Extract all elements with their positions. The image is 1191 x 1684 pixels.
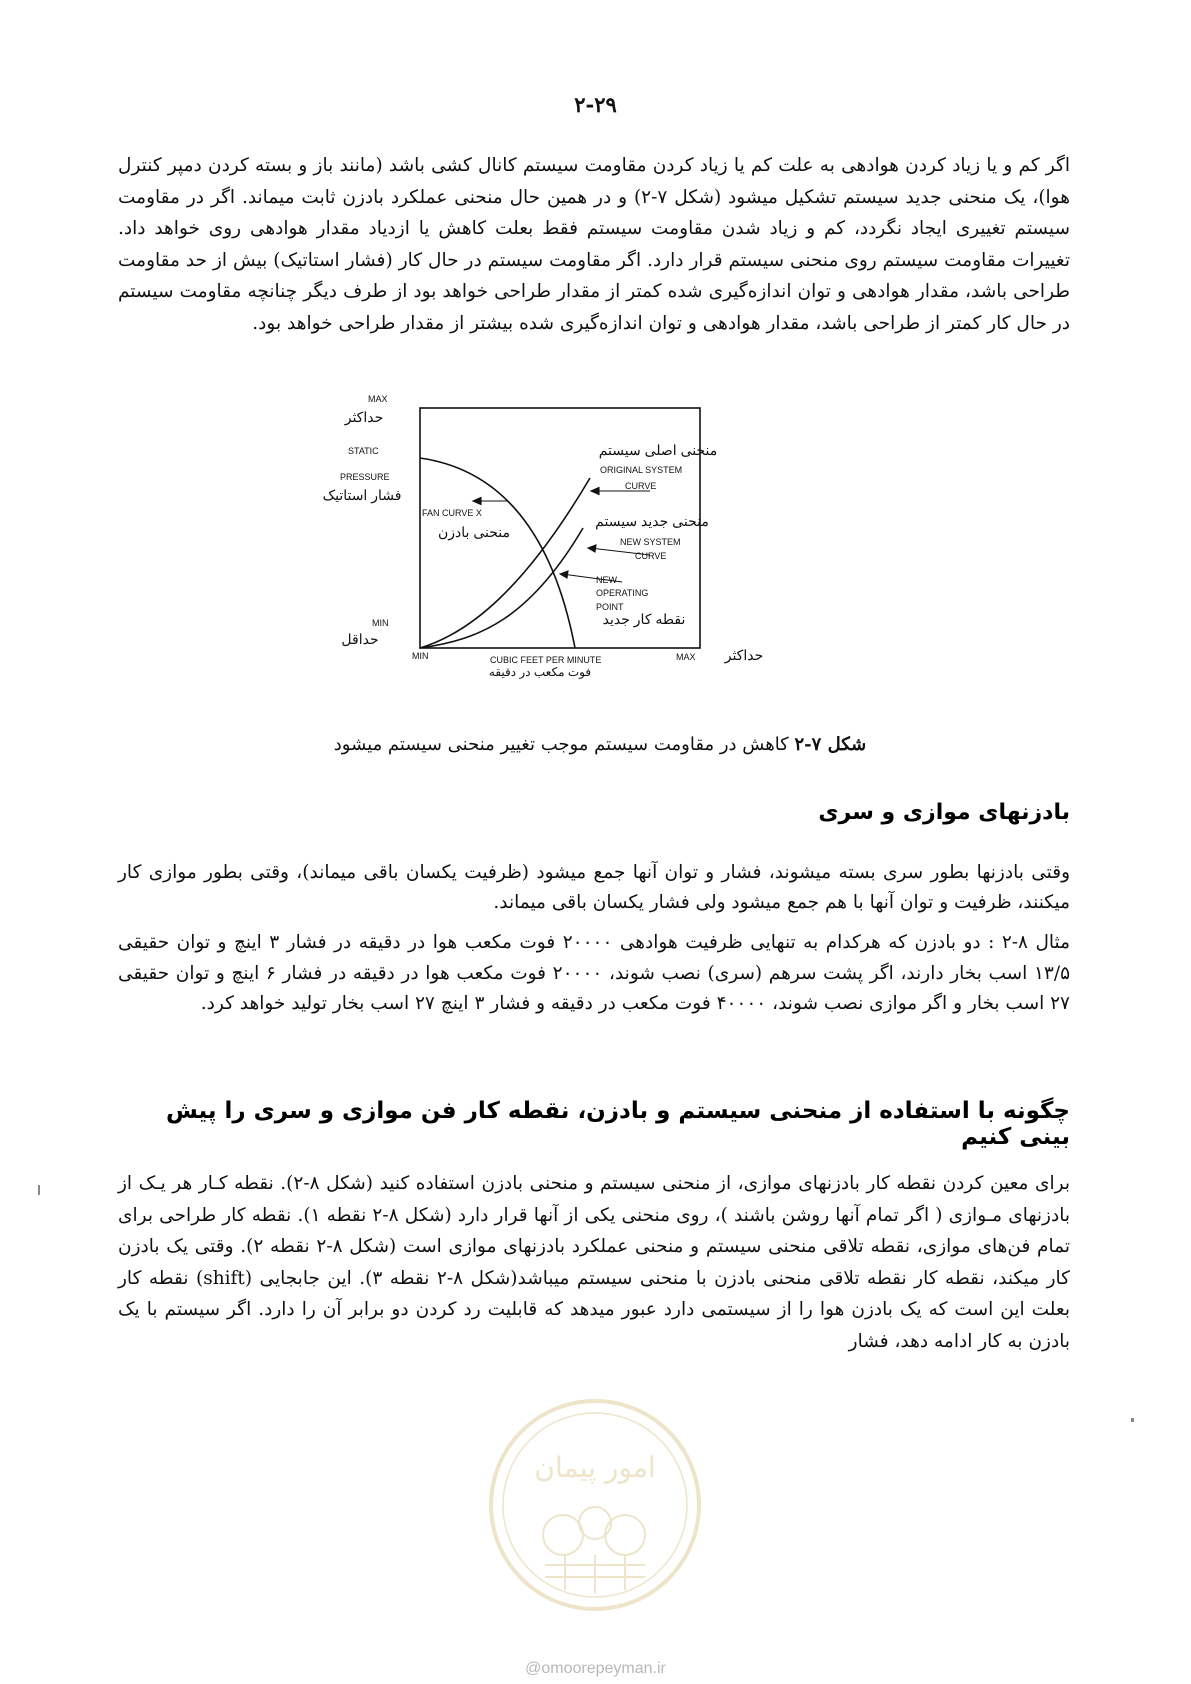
fan-curve-label-en: FAN CURVE X — [422, 508, 482, 518]
y-min-fa: حداقل — [341, 631, 379, 647]
x-max-en: MAX — [676, 652, 696, 662]
operating-point-label-fa: نقطه کار جدید — [602, 611, 686, 627]
new-curve-label-en-2: CURVE — [635, 551, 667, 561]
paragraph-2: وقتی بادزنها بطور سری بسته میشوند، فشار و توان آنها جمع میشود (ظرفیت یکسان باقی میماند)، وقتی بطور موازی کار میکنند، ظرفیت و توان آنها با هم جمع میشود ولی فشار یکسان باقی میماند. — [118, 862, 1070, 913]
figure-7-2-diagram — [300, 394, 820, 730]
operating-point-label-en-3: POINT — [596, 602, 624, 612]
y-max-fa: حداکثر — [344, 409, 384, 425]
page-number: ۲-۲۹ — [574, 92, 617, 117]
caption-label: شکل ۷-۲ — [794, 734, 867, 755]
fan-curve-label-fa: منحنی بادزن — [438, 524, 510, 540]
paragraph-4: برای معین کردن نقطه کار بادزنهای موازی، از منحنی سیستم و منحنی بادزن استفاده کنید (شکل ۸-۲). نقطه کـار هر یـک از بادزنهای مـوازی ( اگر تمام آنها روشن باشند )، روی منحنی یکی از آنها قرار دارد (شکل ۸-۲ نقطه ۱). نقطه کار طراحی برای تمام فن‌های موازی، نقطه تلاقی منحنی سیستم و منحنی عملکرد بادزنهای موازی است (شکل ۸-۲ نقطه ۲). وقتی یک بادزن کار میکند، نقطه کار نقطه تلاقی منحنی بادزن با منحنی سیستم میباشد(شکل ۸-۲ نقطه ۳). این جابجایی (shift) نقطه کار بعلت این است که یک بادزن هوا را از سیستمی دارد عبور میدهد که قابلیت رد کردن دو برابر آن را دارد. اگر سیستم با یک بادزن به کار ادامه دهد، فشار — [118, 1173, 1070, 1352]
site-watermark: @omoorepeyman.ir — [525, 1660, 666, 1677]
original-system-curve-line — [420, 478, 590, 648]
x-max-fa: حداکثر — [724, 647, 764, 663]
operating-point-label-en-2: OPERATING — [596, 588, 649, 598]
y-label-fa: فشار استاتیک — [322, 487, 402, 503]
operating-point-label-en-1: NEW — [596, 575, 617, 585]
scan-speck — [38, 1185, 40, 1195]
scan-speck — [1131, 1418, 1134, 1422]
watermark-text: امور پیمان — [534, 1451, 656, 1484]
x-min-en: MIN — [412, 651, 429, 661]
caption-text: کاهش در مقاومت سیستم موجب تغییر منحنی سیستم میشود — [333, 734, 789, 755]
new-curve-label-en-1: NEW SYSTEM — [620, 537, 681, 547]
original-curve-label-fa: منحنی اصلی سیستم — [598, 442, 718, 458]
example-8-2: مثال ۸-۲ : دو بادزن که هرکدام به تنهایی ظرفیت هوادهی ۲۰۰۰۰ فوت مکعب هوا در دقیقه در فشار ۳ اینچ و توان حقیقی ۱۳/۵ اسب بخار دارند، اگر پشت سرهم (سری) نصب شوند، ۲۰۰۰۰ فوت مکعب هوا در دقیقه در فشار ۶ اینچ و توان حقیقی ۲۷ اسب بخار و اگر موازی نصب شوند، ۴۰۰۰۰ فوت مکعب در دقیقه و فشار ۳ اینچ ۲۷ اسب بخار تولید خواهد کرد. — [118, 932, 1071, 1014]
heading-operating-point-prediction: چگونه با استفاده از منحنی سیستم و بادزن، نقطه کار فن موازی و سری را پیش بینی کنیم — [166, 1098, 1070, 1150]
watermark-seal-logo — [485, 1395, 705, 1615]
original-curve-label-en-2: CURVE — [625, 481, 657, 491]
fan-curve-line — [420, 458, 575, 648]
x-label-fa: فوت مکعب در دقیقه — [488, 665, 592, 679]
paragraph-1: اگر کم و یا زیاد کردن هوادهی به علت کم یا زیاد کردن مقاومت سیستم کانال کشی باشد (مانند باز و بسته کردن دمپر کنترل هوا)، یک منحنی جدید سیستم تشکیل میشود (شکل ۷-۲) و در همین حال منحنی عملکرد بادزن ثابت میماند. اگر در مقاومت سیستم تغییری ایجاد نگردد، کم و زیاد شدن مقاومت سیستم فقط بعلت کاهش یا ازدیاد مقدار هوادهی روی خواهد داد. تغییرات مقاومت سیستم روی منحنی سیستم قرار دارد. اگر مقاومت سیستم در حال کار (فشار استاتیک) بیش از حد مقاومت طراحی باشد، مقدار هوادهی و توان اندازه‌گیری شده کمتر از مقدار طراحی خواهد بود از طرف دیگر چنانچه مقاومت سیستم در حال کار کمتر از طراحی باشد، مقدار هوادهی و توان اندازه‌گیری شده بیشتر از مقدار طراحی خواهد بود. — [118, 155, 1070, 334]
y-label-static: STATIC — [348, 446, 379, 456]
heading-parallel-series-fans: بادزنهای موازی و سری — [818, 800, 1070, 825]
original-curve-label-en-1: ORIGINAL SYSTEM — [600, 465, 683, 475]
y-min-en: MIN — [372, 618, 389, 628]
x-label-en: CUBIC FEET PER MINUTE — [490, 655, 602, 665]
new-curve-label-fa: منحنی جدید سیستم — [595, 513, 709, 529]
figure-caption — [250, 734, 950, 755]
y-max-en: MAX — [368, 394, 388, 404]
y-label-pressure: PRESSURE — [340, 472, 390, 482]
